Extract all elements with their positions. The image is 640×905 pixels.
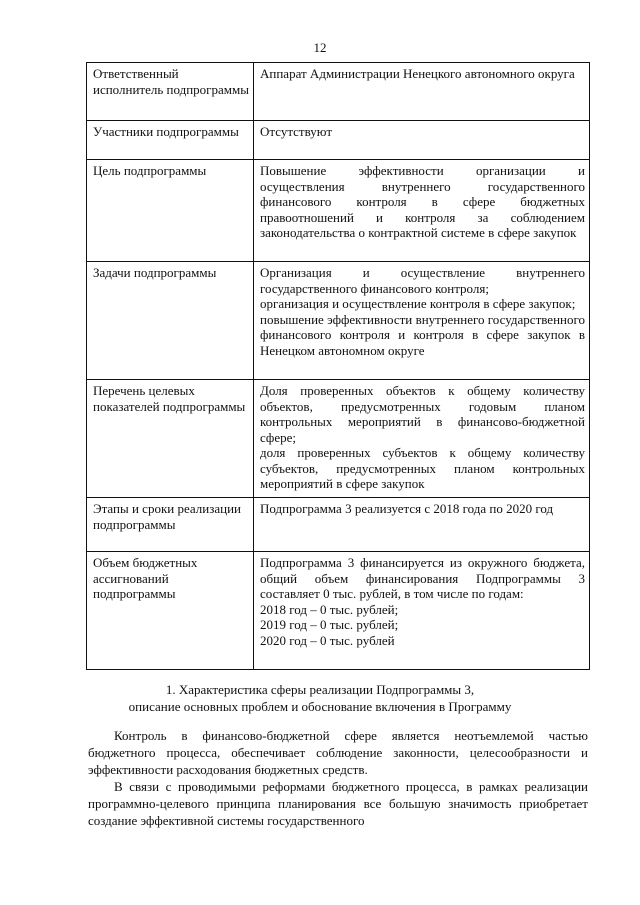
value-line: Подпрограмма 3 финансируется из окружного бюджета, общий объем финансирования Подпрограммы 3 составляет 0 тыс. рублей, в том числе по годам: (260, 555, 585, 601)
row-label: Цель подпрограммы (87, 160, 254, 262)
value-line: 2019 год – 0 тыс. рублей; (260, 617, 399, 632)
value-line: Аппарат Администрации Ненецкого автономного округа (260, 66, 575, 81)
value-line: организация и осуществление контроля в сфере закупок; (260, 296, 576, 311)
table-row (87, 262, 590, 380)
heading-line: 1. Характеристика сферы реализации Подпрограммы 3, (165, 682, 475, 697)
value-line: Организация и осуществление внутреннего государственного финансового контроля; (260, 265, 585, 296)
table-row (87, 160, 590, 262)
row-label: Объем бюджетных ассигнований подпрограммы (87, 552, 254, 670)
value-line: 2018 год – 0 тыс. рублей; (260, 601, 399, 617)
heading-line: описание основных проблем и обоснование включения в Программу (128, 699, 512, 714)
value-line: повышение эффективности внутреннего государственного финансового контроля и контроля в сфере закупок в Ненецком автономном округе (260, 311, 585, 358)
table-row (87, 121, 590, 160)
value-line: Подпрограмма 3 реализуется с 2018 года по 2020 год (260, 501, 554, 516)
value-line: Отсутствуют (260, 124, 333, 139)
row-value (254, 552, 590, 670)
subprogram-passport-table (86, 62, 590, 670)
table-row (87, 498, 590, 552)
value-line: 2020 год – 0 тыс. рублей (260, 632, 395, 648)
table-row (87, 63, 590, 121)
table-row (87, 552, 590, 670)
row-value (254, 262, 590, 380)
value-line: Доля проверенных объектов к общему количеству объектов, предусмотренных годовым планом контрольных мероприятий в финансово-бюджетной сфере; (260, 383, 585, 445)
row-label: Перечень целевых показателей подпрограммы (87, 380, 254, 498)
value-line: Повышение эффективности организации и осуществления внутреннего государственного финансового контроля в сфере бюджетных правоотношений и контроля за соблюдением законодательства о контрактной системе в сфере закупок (260, 163, 585, 240)
paragraph: Контроль в финансово-бюджетной сфере является неотъемлемой частью бюджетного процесса, обеспечивает соблюдение законности, целесообразности и эффективности расходования бюджетных средств. (88, 728, 588, 777)
table-row (87, 380, 590, 498)
row-label: Этапы и сроки реализации подпрограммы (87, 498, 254, 552)
row-value (254, 121, 590, 160)
row-value (254, 498, 590, 552)
paragraph: В связи с проводимыми реформами бюджетного процесса, в рамках реализации программно-целевого принципа планирования все большую значимость приобретает создание эффективной системы государственного (88, 779, 588, 828)
row-value (254, 63, 590, 121)
row-value (254, 380, 590, 498)
section-body (88, 727, 588, 829)
value-line: доля проверенных субъектов к общему количеству субъектов, предусмотренных планом контрольных мероприятий в сфере закупок (260, 445, 585, 491)
row-label: Задачи подпрограммы (87, 262, 254, 380)
section-heading (0, 681, 640, 715)
row-label: Участники подпрограммы (87, 121, 254, 160)
row-value (254, 160, 590, 262)
page-number: 12 (313, 40, 327, 55)
row-label: Ответственный исполнитель подпрограммы (87, 63, 254, 121)
